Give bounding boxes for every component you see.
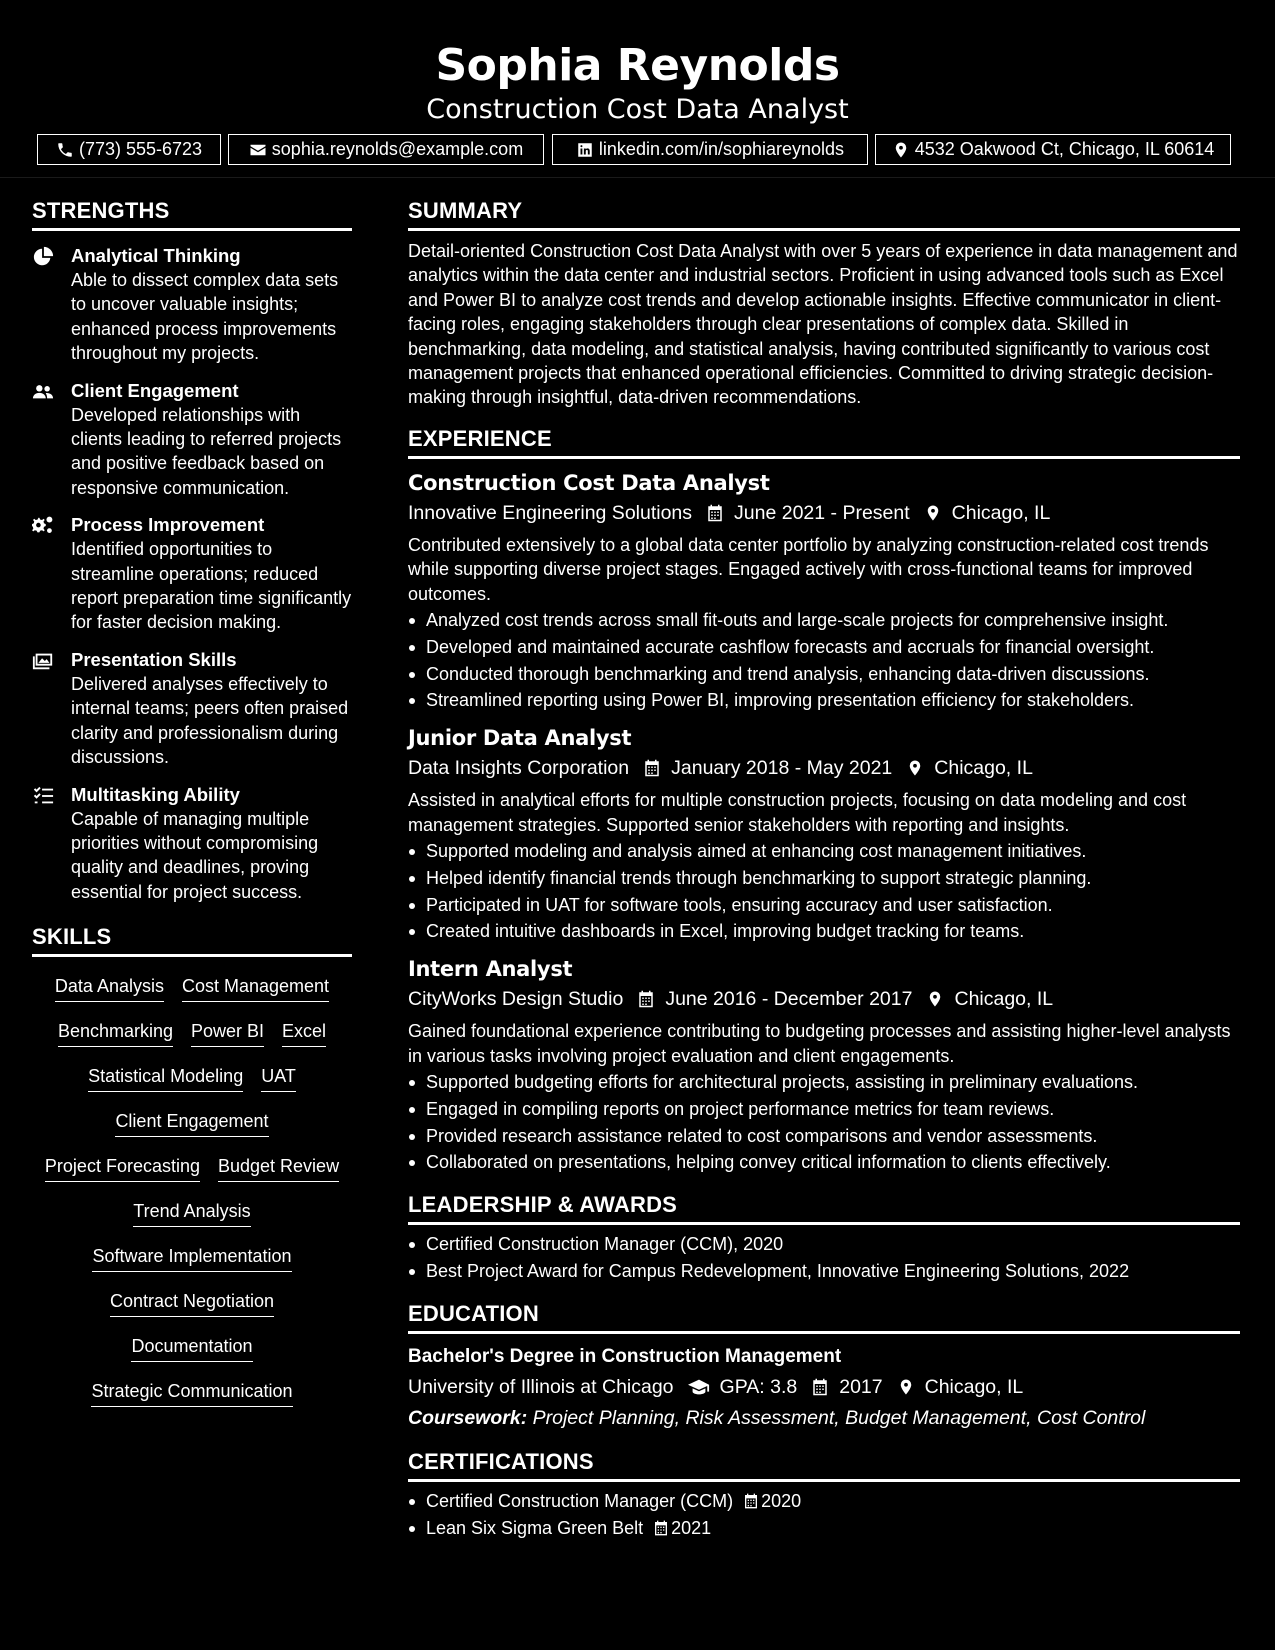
job-bullet: Supported budgeting efforts for architectural projects, assisting in preliminary evaluations.	[408, 1069, 1240, 1096]
degree-title: Bachelor's Degree in Construction Management	[408, 1345, 842, 1367]
calendar-icon	[743, 1493, 759, 1509]
strength-desc: Delivered analyses effectively to internal teams; peers often praised clarity and professionalism during discussions.	[71, 673, 349, 768]
award-item: Certified Construction Manager (CCM), 2020	[408, 1231, 1240, 1258]
map-marker-icon	[906, 759, 924, 777]
strength-desc: Able to dissect complex data sets to uncover valuable insights; enhanced process improvements throughout my projects.	[71, 270, 339, 364]
school-location: Chicago, IL	[924, 1375, 1024, 1398]
strength-desc: Developed relationships with clients leading to referred projects and positive feedback based on responsive communication.	[71, 404, 342, 498]
job-entry	[408, 955, 1240, 1176]
coursework-label: Coursework:	[408, 1406, 528, 1429]
job-desc: Contributed extensively to a global data center portfolio by analyzing construction-related cost trends while supporting diverse project stages. Engaged actively with cross-functional teams for improved outcomes.	[408, 534, 1209, 604]
contact-phone-text: (773) 555-6723	[78, 139, 203, 159]
contact-address[interactable]	[875, 134, 1231, 165]
job-company: CityWorks Design Studio	[408, 988, 624, 1011]
job-location: Chicago, IL	[934, 757, 1033, 780]
summary-text: Detail-oriented Construction Cost Data Analyst with over 5 years of experience in data management and analytics within the data center and industrial sectors. Proficient in using advanced tools such as Excel and Power BI to analyze cost trends and develop actionable insights. Effective communicator in client-facing roles, engaging stakeholders through clear presentations of complex data. Skilled in benchmarking, data modeling, and statistical analysis, having contributed significantly to various cost management projects that enhanced operational efficiencies. Committed to driving strategic decision-making through insightful, data-driven recommendations.	[408, 241, 1238, 408]
contact-phone[interactable]	[37, 134, 221, 165]
job-company: Innovative Engineering Solutions	[408, 501, 693, 524]
strength-item	[32, 379, 352, 501]
strengths-heading: STRENGTHS	[32, 196, 352, 231]
graduation-cap-icon	[688, 1376, 710, 1398]
map-marker-icon	[897, 1378, 915, 1396]
school-name: University of Illinois at Chicago	[408, 1375, 674, 1398]
cert-item	[408, 1515, 1240, 1542]
calendar-icon	[811, 1378, 829, 1396]
users-icon	[32, 381, 54, 403]
award-item: Best Project Award for Campus Redevelopment, Innovative Engineering Solutions, 2022	[408, 1258, 1240, 1285]
job-dates: June 2021 - Present	[734, 501, 910, 524]
job-bullet: Helped identify financial trends through benchmarking to support strategic planning.	[408, 865, 1240, 892]
strength-item	[32, 648, 352, 770]
map-marker-icon	[892, 141, 910, 159]
coursework-text: Project Planning, Risk Assessment, Budget Management, Cost Control	[532, 1406, 1146, 1429]
job-location: Chicago, IL	[954, 988, 1054, 1011]
job-bullet: Developed and maintained accurate cashflow forecasts and accruals for financial oversight.	[408, 634, 1240, 661]
contact-email-text: sophia.reynolds@example.com	[271, 139, 524, 159]
list-check-icon	[32, 785, 54, 807]
job-bullet: Supported modeling and analysis aimed at enhancing cost management initiatives.	[408, 838, 1240, 865]
job-bullet: Provided research assistance related to cost comparisons and vendor assessments.	[408, 1123, 1240, 1150]
job-title: Intern Analyst	[408, 957, 573, 982]
strength-item	[32, 244, 352, 366]
phone-icon	[56, 141, 74, 159]
pie-chart-icon	[32, 246, 54, 268]
cert-name: Lean Six Sigma Green Belt	[426, 1517, 644, 1538]
candidate-name: Sophia Reynolds	[435, 40, 840, 91]
job-bullet: Conducted thorough benchmarking and trend analysis, enhancing data-driven discussions.	[408, 661, 1240, 688]
skills-heading: SKILLS	[32, 922, 352, 957]
strength-title: Presentation Skills	[71, 648, 237, 670]
skills-list	[32, 974, 352, 1424]
linkedin-icon	[576, 141, 594, 159]
job-entry	[408, 469, 1240, 714]
contact-address-text: 4532 Oakwood Ct, Chicago, IL 60614	[914, 139, 1215, 159]
map-marker-icon	[926, 990, 944, 1008]
job-title: Junior Data Analyst	[408, 726, 632, 751]
job-dates: June 2016 - December 2017	[665, 988, 913, 1011]
contact-linkedin[interactable]	[552, 134, 868, 165]
map-marker-icon	[924, 504, 942, 522]
job-bullet: Streamlined reporting using Power BI, improving presentation efficiency for stakeholders.	[408, 687, 1240, 714]
leadership-heading: LEADERSHIP & AWARDS	[408, 1190, 1240, 1225]
job-location: Chicago, IL	[951, 501, 1051, 524]
strength-item	[32, 783, 352, 905]
cert-year: 2021	[671, 1517, 712, 1538]
skill-tag: Project Forecasting	[45, 1154, 200, 1182]
gears-icon	[32, 515, 54, 537]
job-desc: Gained foundational experience contributing to budgeting processes and assisting higher-level analysts in various tasks involving project evaluation and client engagements.	[408, 1021, 1231, 1066]
skill-tag: Statistical Modeling	[88, 1064, 243, 1092]
skill-tag: Power BI	[191, 1019, 264, 1047]
strength-desc: Identified opportunities to streamline operations; reduced report preparation time significantly for faster decision making.	[71, 539, 352, 633]
job-bullet: Engaged in compiling reports on project performance metrics for team reviews.	[408, 1096, 1240, 1123]
contact-row	[0, 134, 1275, 166]
skill-tag: Documentation	[131, 1334, 252, 1362]
certifications-heading: CERTIFICATIONS	[408, 1447, 1240, 1482]
contact-linkedin-text: linkedin.com/in/sophiareynolds	[598, 139, 845, 159]
job-bullet: Analyzed cost trends across small fit-outs and large-scale projects for comprehensive insight.	[408, 607, 1240, 634]
calendar-icon	[637, 990, 655, 1008]
job-title: Construction Cost Data Analyst	[408, 470, 770, 495]
strength-title: Client Engagement	[71, 379, 239, 401]
right-column	[408, 196, 1240, 1541]
skill-tag: Contract Negotiation	[110, 1289, 274, 1317]
skill-tag: Strategic Communication	[91, 1379, 292, 1407]
strength-title: Analytical Thinking	[71, 245, 241, 266]
skill-tag: Cost Management	[182, 974, 329, 1002]
strength-desc: Capable of managing multiple priorities without compromising quality and deadlines, proving essential for project success.	[71, 808, 319, 902]
skill-tag: UAT	[261, 1064, 296, 1092]
job-dates: January 2018 - May 2021	[671, 757, 893, 780]
skill-tag: Benchmarking	[58, 1019, 173, 1047]
coursework	[408, 1403, 1240, 1433]
education-heading: EDUCATION	[408, 1299, 1240, 1334]
job-bullet: Collaborated on presentations, helping convey critical information to clients effectively.	[408, 1149, 1240, 1176]
cert-name: Certified Construction Manager (CCM)	[426, 1490, 734, 1511]
skill-tag: Client Engagement	[115, 1109, 268, 1137]
skill-tag: Data Analysis	[55, 974, 164, 1002]
candidate-title: Construction Cost Data Analyst	[426, 94, 849, 125]
images-icon	[32, 650, 54, 672]
left-column	[32, 196, 352, 1424]
summary-heading: SUMMARY	[408, 196, 1240, 231]
gpa: GPA: 3.8	[719, 1375, 798, 1398]
calendar-icon	[706, 504, 724, 522]
contact-email[interactable]	[228, 134, 544, 165]
experience-heading: EXPERIENCE	[408, 424, 1240, 459]
strength-item	[32, 513, 352, 635]
skill-tag: Excel	[282, 1019, 326, 1047]
calendar-icon	[653, 1520, 669, 1536]
skill-tag: Trend Analysis	[133, 1199, 250, 1227]
cert-item	[408, 1488, 1240, 1515]
graduation-year: 2017	[839, 1375, 883, 1398]
strength-title: Multitasking Ability	[71, 783, 240, 805]
job-desc: Assisted in analytical efforts for multiple construction projects, focusing on data modeling and cost management strategies. Supported senior stakeholders with reporting and insights.	[408, 790, 1187, 835]
resume-header	[0, 0, 1275, 178]
job-company: Data Insights Corporation	[408, 757, 630, 780]
strength-title: Process Improvement	[71, 514, 265, 536]
job-bullet: Participated in UAT for software tools, ensuring accuracy and user satisfaction.	[408, 892, 1240, 919]
job-bullet: Created intuitive dashboards in Excel, improving budget tracking for teams.	[408, 918, 1240, 945]
cert-year: 2020	[761, 1490, 802, 1511]
skill-tag: Budget Review	[218, 1154, 339, 1182]
calendar-icon	[643, 759, 661, 777]
job-entry	[408, 724, 1240, 945]
envelope-icon	[249, 141, 267, 159]
skill-tag: Software Implementation	[92, 1244, 291, 1272]
